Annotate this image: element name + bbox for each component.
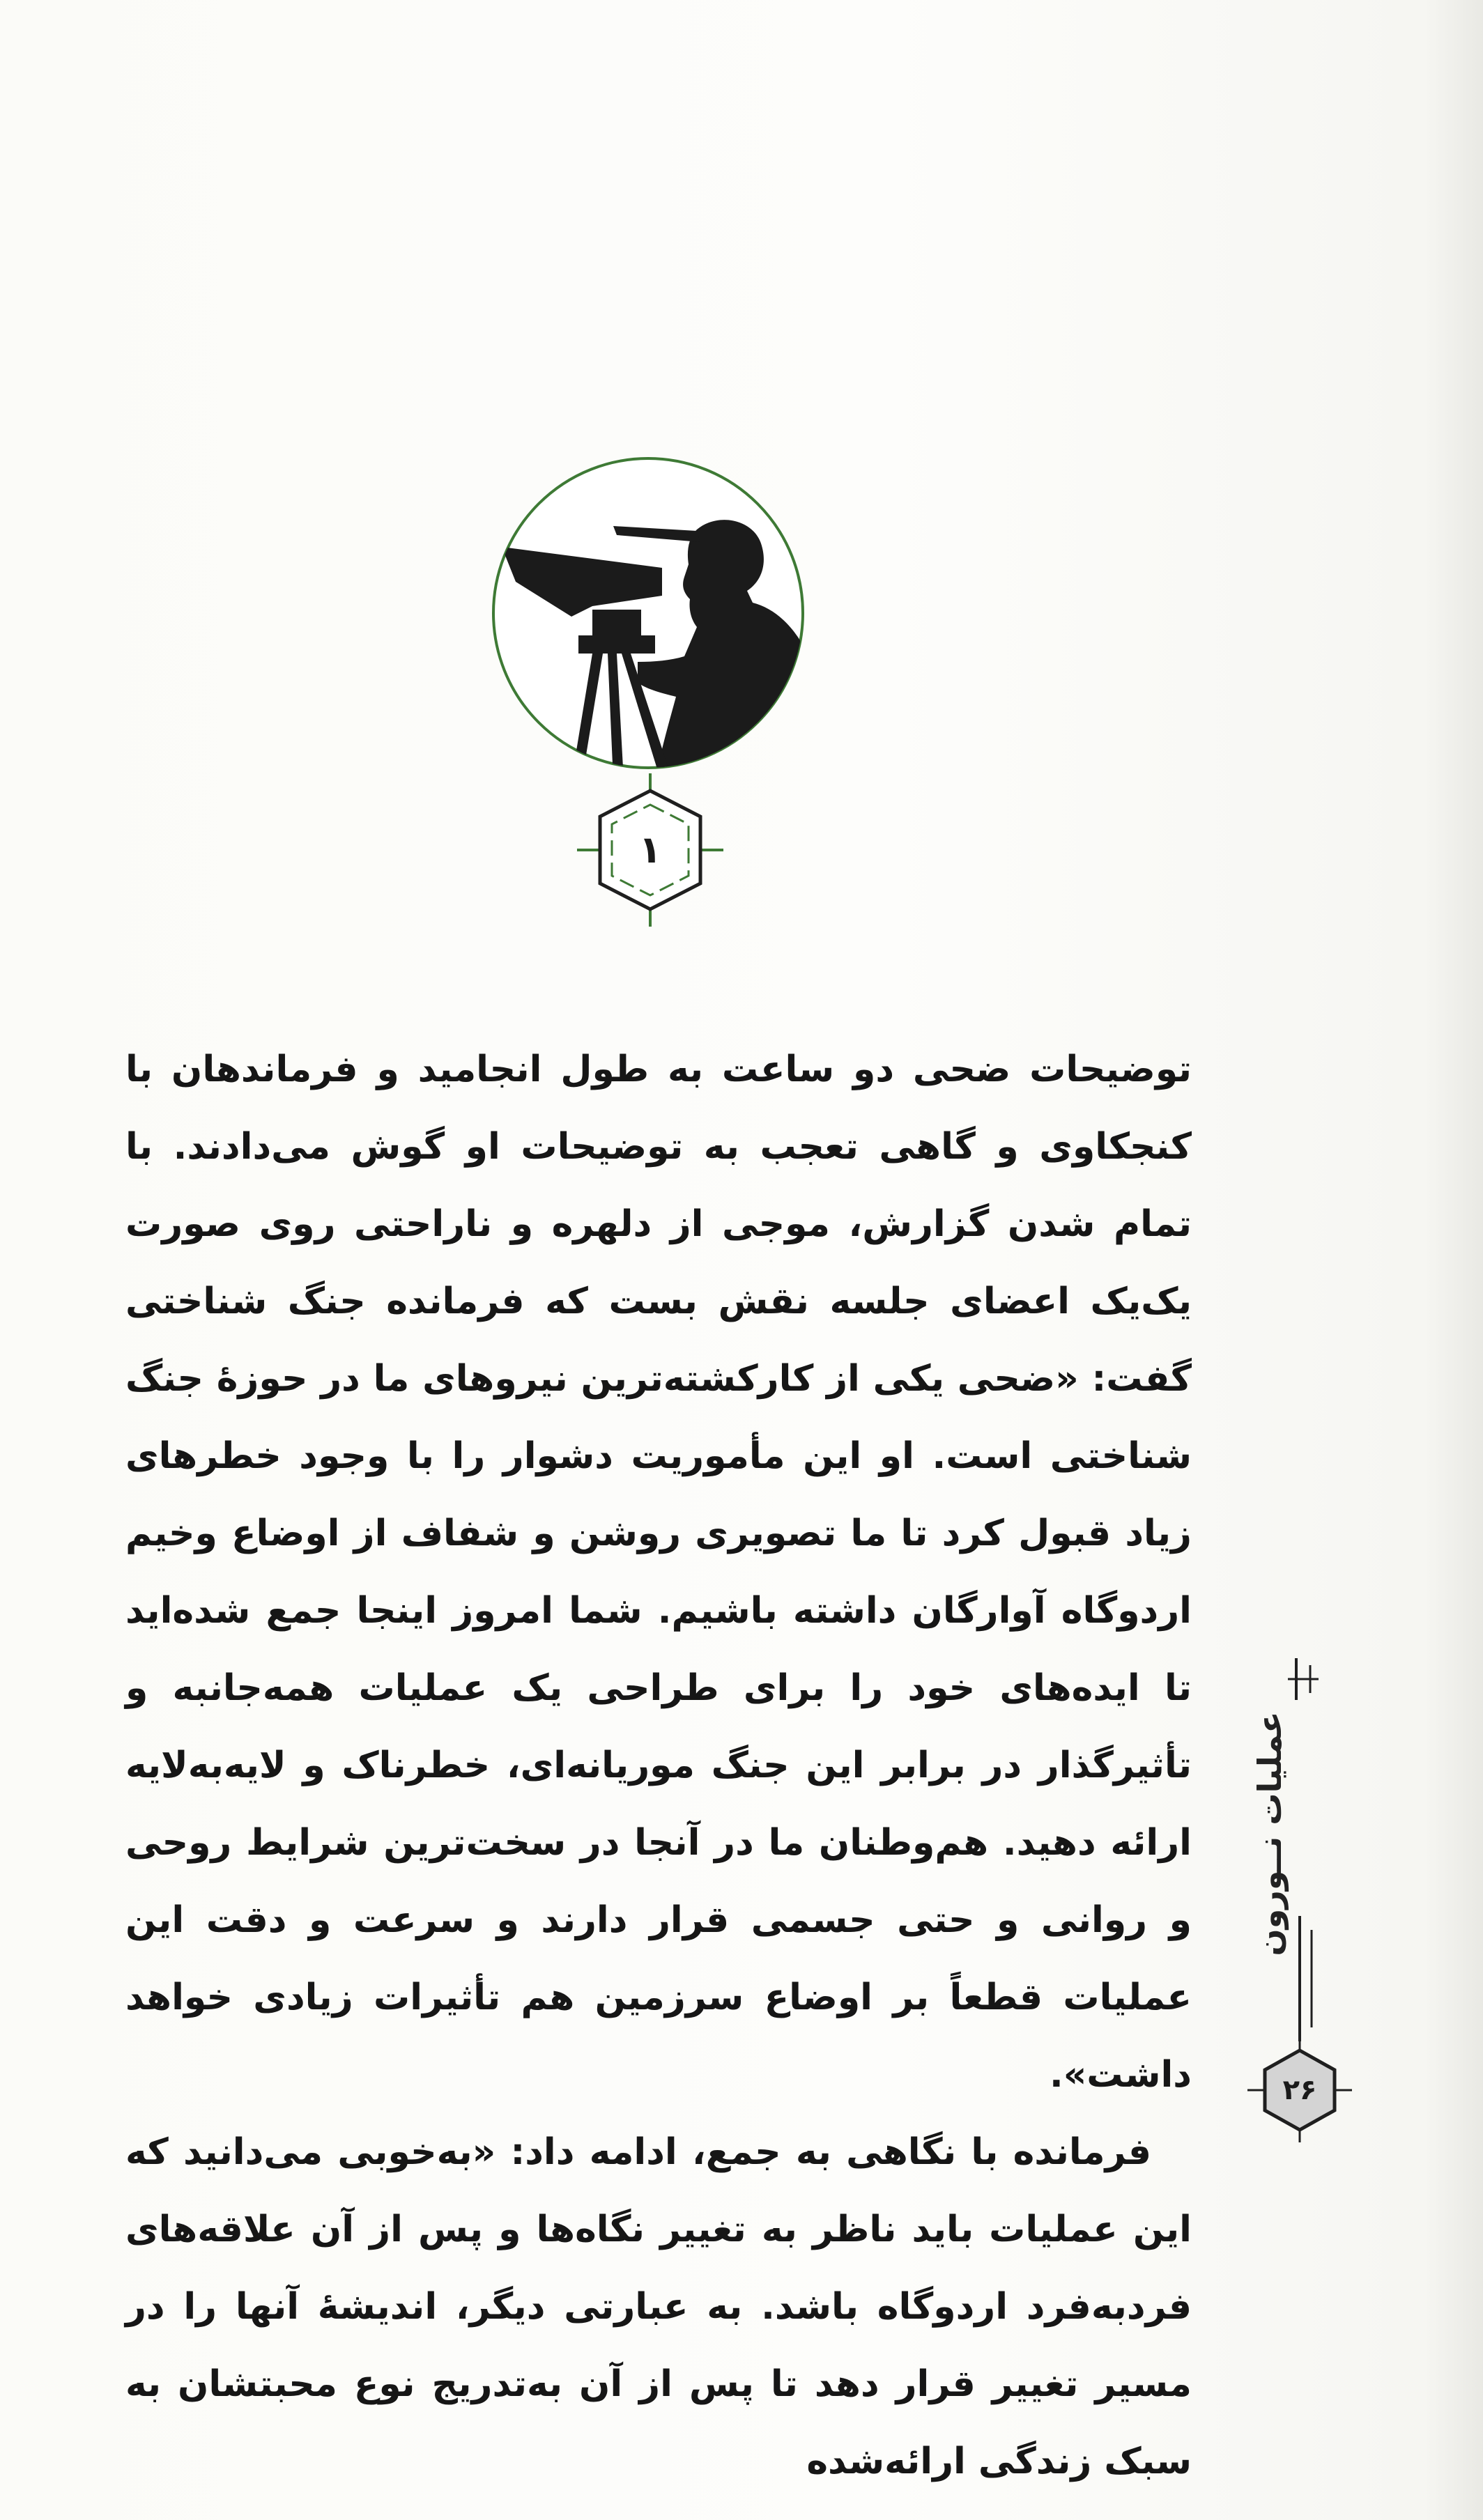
paragraph: فرمانده با نگاهی به جمع، ادامه داد: «به‌خوبی می‌دانید که این عملیات باید ناظر به تغییر نگاه‌ها و پس از آن علاقه‌های فرد‌به‌فرد اردوگاه باشد. به عبارتی دیگر، اندیشهٔ آنها را در مسیر تغییر قرار دهد تا پس از آن به‌تدریج نوع محبتشان به سبک زندگی ارائه‌شده: [125, 2131, 1192, 2482]
running-title: عملیات نــورون: [1251, 1711, 1289, 1956]
surveyor-with-theodolite-icon: [488, 453, 808, 773]
body-text: [125, 1031, 1192, 2500]
page-number: ۲۶: [1282, 2074, 1317, 2106]
chapter-number: ۱: [638, 828, 662, 872]
paragraph: توضیحات ضحی دو ساعت به طول انجامید و فرماندهان با کنجکاوی و گاهی تعجب به توضیحات او گوش می‌دادند. با تمام شدن گزارش، موجی از دلهره و ناراحتی روی صورت یک‌یک اعضای جلسه نقش بست که فرمانده جنگ شناختی گفت: «ضحی یکی از کارکشته‌ترین نیروهای ما در حوزهٔ جنگ شناختی است. او این مأموریت دشوار را با وجود خطرهای زیاد قبول کرد تا ما تصویری روشن و شفاف از اوضاع وخیم اردوگاه آوارگان داشته باشیم. شما امروز اینجا جمع شده‌اید تا ایده‌های خود را برای طراحی یک عملیات همه‌جانبه و تأثیرگذار در برابر این جنگ موریانه‌ای، خطرناک و لایه‌به‌لایه ارائه دهید. هم‌وطنان ما در آنجا در سخت‌ترین شرایط روحی و روانی و حتی جسمی قرار دارند و سرعت و دقت این عملیات قطعاً بر اوضاع سرزمین هم تأثیرات زیادی خواهد داشت».: [125, 1049, 1192, 2096]
